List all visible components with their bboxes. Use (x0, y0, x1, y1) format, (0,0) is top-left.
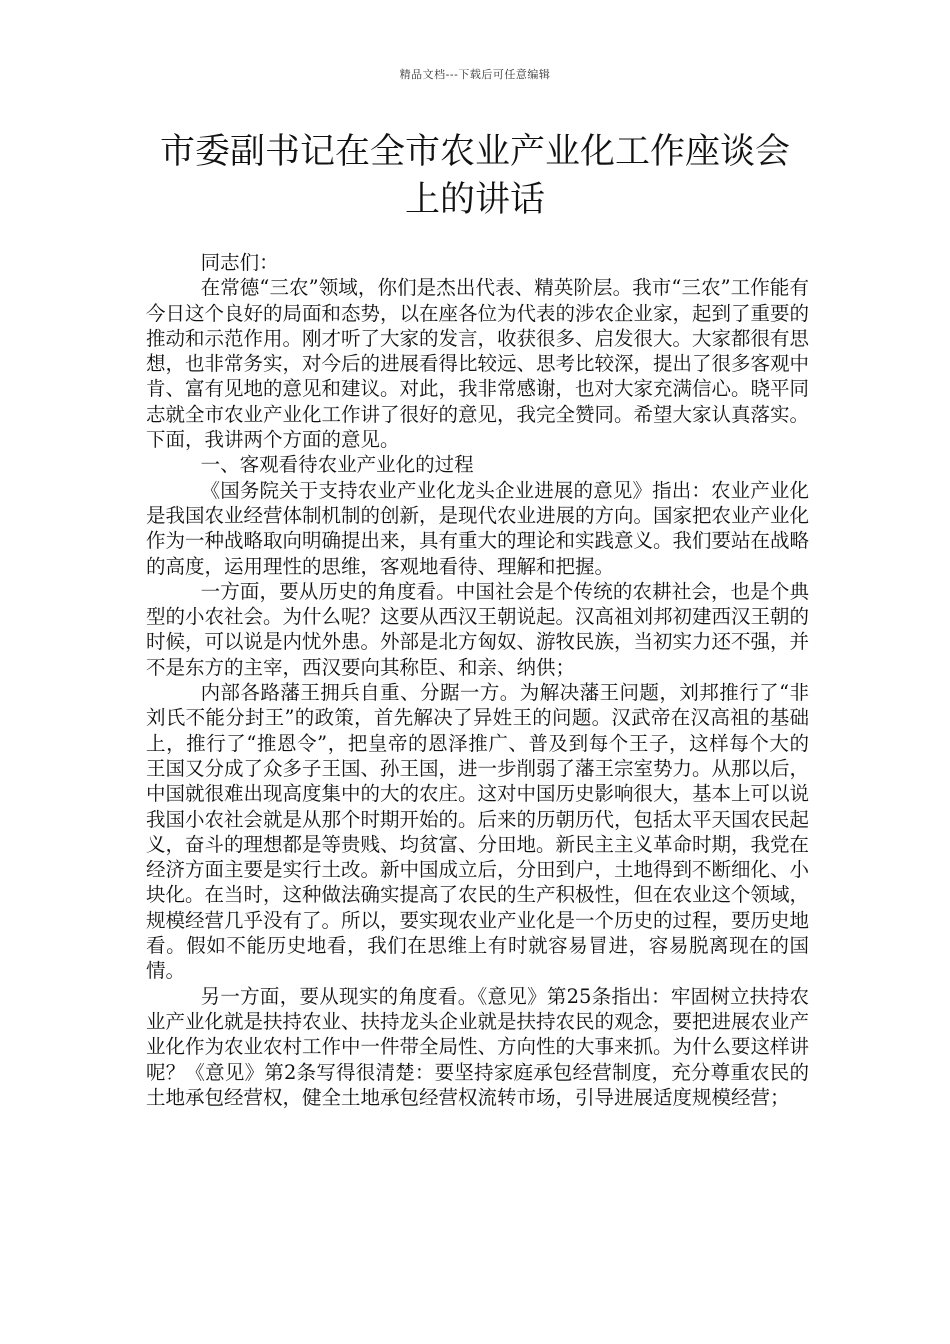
document-body (146, 250, 809, 1110)
body-paragraph: 内部各路藩王拥兵自重、分踞一方。为解决藩王问题，刘邦推行了“非刘氏不能分封王”的政策，首先解决了异姓王的问题。汉武帝在汉高祖的基础上，推行了“推恩令”，把皇帝的恩泽推广、普及到每个王子，这样每个大的王国又分成了众多子王国、孙王国，进一步削弱了藩王宗室势力。从那以后，中国就很难出现高度集中的大的农庄。这对中国历史影响很大，基本上可以说我国小农社会就是从那个时期开始的。后来的历朝历代，包括太平天国农民起义，奋斗的理想都是等贵贱、均贫富、分田地。新民主主义革命时期，我党在经济方面主要是实行土改。新中国成立后，分田到户，土地得到不断细化、小块化。在当时，这种做法确实提高了农民的生产积极性，但在农业这个领域，规模经营几乎没有了。所以，要实现农业产业化是一个历史的过程，要历史地看。假如不能历史地看，我们在思维上有时就容易冒进，容易脱离现在的国情。 (146, 681, 810, 983)
body-paragraph: 一方面，要从历史的角度看。中国社会是个传统的农耕社会，也是个典型的小农社会。为什么呢？这要从西汉王朝说起。汉高祖刘邦初建西汉王朝的时候，可以说是内忧外患。外部是北方匈奴、游牧民族，当初实力还不强，并不是东方的主宰，西汉要向其称臣、和亲、纳供； (146, 579, 810, 679)
body-paragraph: 在常德“三农”领域，你们是杰出代表、精英阶层。我市“三农”工作能有今日这个良好的局面和态势，以在座各位为代表的涉农企业家，起到了重要的推动和示范作用。刚才听了大家的发言，收获很多、启发很大。大家都很有思想，也非常务实，对今后的进展看得比较远、思考比较深，提出了很多客观中肯、富有见地的意见和建议。对此，我非常感谢，也对大家充满信心。晓平同志就全市农业产业化工作讲了很好的意见，我完全赞同。希望大家认真落实。下面，我讲两个方面的意见。 (146, 276, 810, 452)
document-title (120, 128, 830, 224)
body-paragraph: 另一方面，要从现实的角度看。《意见》第25条指出：牢固树立扶持农业产业化就是扶持农业、扶持龙头企业就是扶持农民的观念，要把进展农业产业化作为农业农村工作中一件带全局性、方向性的大事来抓。为什么要这样讲呢？《意见》第2条写得很清楚：要坚持家庭承包经营制度，充分尊重农民的土地承包经营权，健全土地承包经营权流转市场，引导进展适度规模经营； (146, 984, 810, 1109)
body-paragraph: 《国务院关于支持农业产业化龙头企业进展的意见》指出：农业产业化是我国农业经营体制机制的创新，是现代农业进展的方向。国家把农业产业化作为一种战略取向明确提出来，具有重大的理论和实践意义。我们要站在战略的高度，运用理性的思维，客观地看待、理解和把握。 (146, 478, 810, 578)
title-line-2: 上的讲话 (404, 180, 545, 220)
title-line-1: 市委副书记在全市农业产业化工作座谈会 (159, 132, 790, 172)
salutation-paragraph: 同志们： (200, 251, 279, 274)
section-heading: 一、客观看待农业产业化的过程 (200, 453, 474, 477)
header-note: 精品文档---下载后可任意编辑 (399, 68, 551, 81)
